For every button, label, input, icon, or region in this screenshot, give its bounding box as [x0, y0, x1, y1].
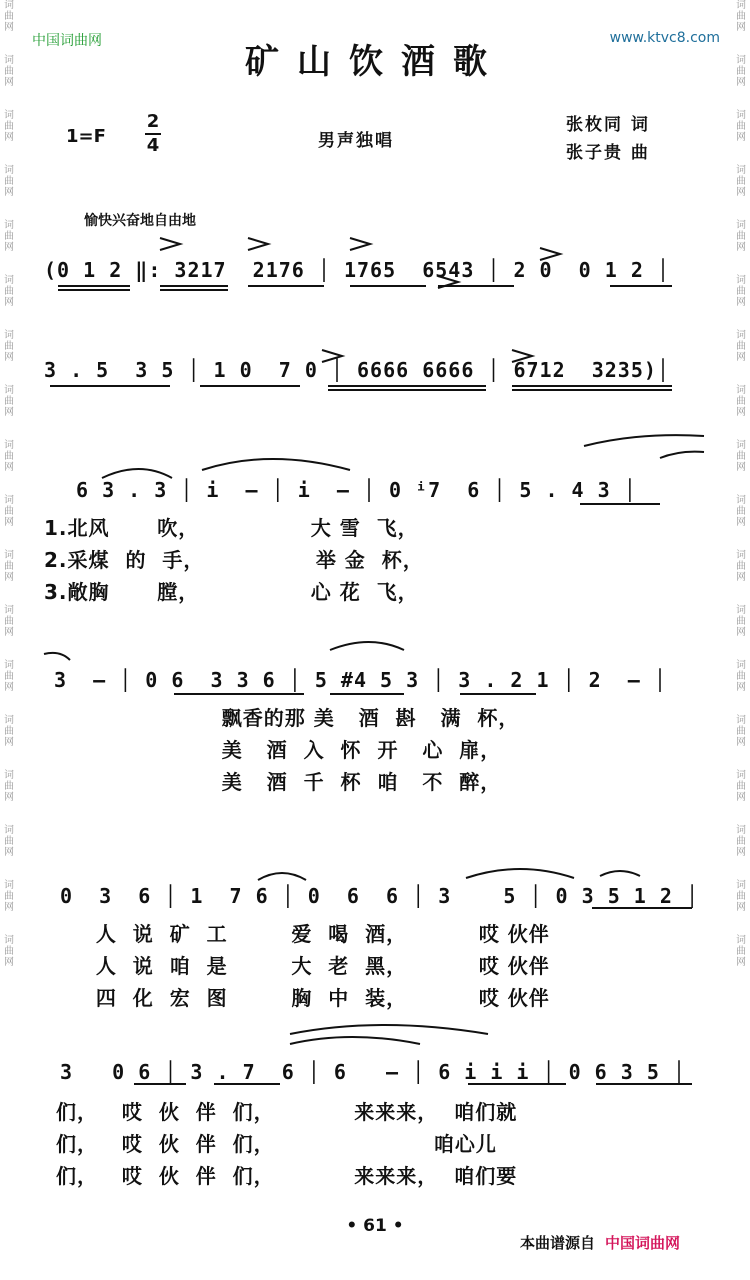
lyric-verse-1: 1.北风 吹， 大 雪 飞， — [44, 516, 419, 540]
notation-line: 3 0 6 │ 3 . 7 6 │ 6 — │ 6 i i i │ 0 6 3 5 │ — [60, 1060, 686, 1084]
left-watermark-column: 词 曲 网 词 曲 网 词 曲 网 词 曲 网 词 曲 网 词 曲 网 词 曲 网 词 曲 网 词 曲 网 词 曲 网 词 曲 网 词 曲 网 词 曲 网 词 曲 网 词 曲 网 词 曲 网 词 曲 网 词 曲 网 — [4, 0, 14, 968]
notation-line: (0 1 2 ‖: 3217 2176 │ 1765 6543 │ 2 0 0 1 2 │ — [44, 258, 670, 282]
lyric-verse-3: 3.敞胸 膛， 心 花 飞， — [44, 580, 419, 604]
lyric-verse-1: 人 说 矿 工 爱 喝 酒， 哎 伙伴 — [64, 922, 550, 946]
notation-line: 3 — │ 0 6 3 3 6 │ 5 #4 5 3 │ 3 . 2 1 │ 2 — │ — [54, 668, 667, 692]
performance-type: 男声独唱 — [318, 131, 394, 151]
lyric-verse-3: 四 化 宏 图 胸 中 装， 哎 伙伴 — [64, 986, 550, 1010]
meter-bottom: 4 — [146, 135, 160, 156]
composer-credit: 张子贵 曲 — [566, 143, 650, 163]
lyricist-credit: 张枚同 词 — [566, 115, 650, 135]
source-note — [520, 1232, 680, 1253]
right-watermark-column: 词 曲 网 词 曲 网 词 曲 网 词 曲 网 词 曲 网 词 曲 网 词 曲 网 词 曲 网 词 曲 网 词 曲 网 词 曲 网 词 曲 网 词 曲 网 词 曲 网 词 曲 网 词 曲 网 词 曲 网 词 曲 网 — [736, 0, 746, 968]
tempo-marking: 愉快兴奋地自由地 — [84, 213, 196, 229]
lyric-verse-1: 飘香的那 美 酒 斟 满 杯， — [174, 706, 520, 730]
lyric-verse-3: 们， 哎 伙 伴 们， 来来来， 咱们要 — [56, 1164, 518, 1188]
page-number: • 61 • — [346, 1216, 404, 1236]
notation-line: 6 3 . 3 │ i — │ i — │ 0 ⁱ7 6 │ 5 . 4 3 │ — [76, 478, 637, 502]
site-logo-left[interactable]: 中国词曲网 — [32, 33, 102, 49]
key-signature: 1=F — [66, 126, 106, 147]
source-site-link[interactable]: 中国词曲网 — [605, 1234, 681, 1252]
source-prefix: 本曲谱源自 — [520, 1234, 596, 1252]
lyric-verse-2: 们， 哎 伙 伴 们， 咱心儿 — [56, 1132, 497, 1156]
lyric-verse-2: 美 酒 入 怀 开 心 扉， — [174, 738, 502, 762]
lyric-verse-1: 们， 哎 伙 伴 们， 来来来， 咱们就 — [56, 1100, 518, 1124]
notation-line: 3 . 5 3 5 │ 1 0 7 0 │ 6666 6666 │ 6712 3235)│ — [44, 358, 670, 382]
notation-line: 0 3 6 │ 1 7 6 │ 0 6 6 │ 3 5 │ 0 3 5 1 2 │ — [60, 884, 700, 908]
lyric-verse-2: 人 说 咱 是 大 老 黑， 哎 伙伴 — [64, 954, 550, 978]
song-title: 矿山饮酒歌 — [245, 42, 505, 82]
site-url-right[interactable]: www.ktvc8.com — [609, 30, 720, 46]
lyric-verse-3: 美 酒 千 杯 咱 不 醉， — [174, 770, 502, 794]
lyric-verse-2: 2.采煤 的 手， 举 金 杯， — [44, 548, 424, 572]
meter-top: 2 — [146, 111, 160, 132]
